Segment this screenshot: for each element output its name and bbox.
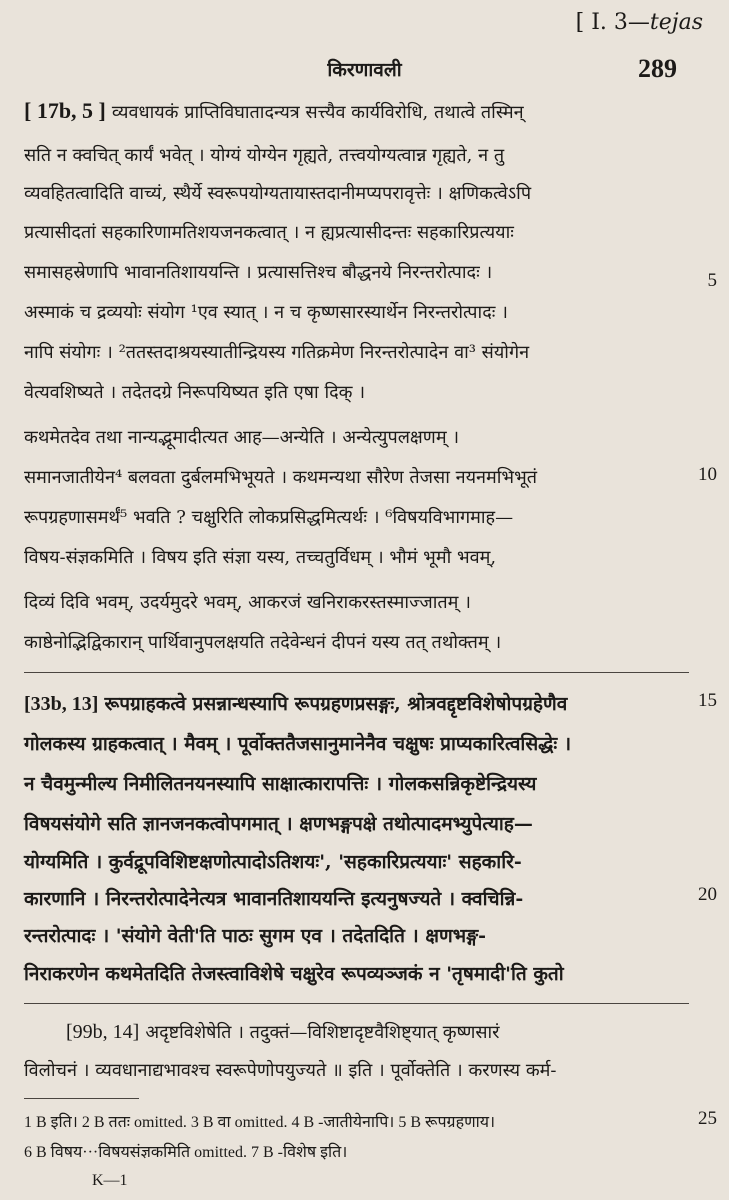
page-number: 289 [638,54,677,83]
footnote-line: 6 B विषय···विषयसंज्ञकमिति omitted. 7 B -विशेष इति। [24,1144,348,1161]
text-line: [99b, 14] अदृष्टविशेषेति । तदुक्तं—विशिष्टादृष्टवैशिष्ट्यात् कृष्णसारं [66,1021,500,1043]
line-number: 20 [698,884,717,905]
text-line: दिव्यं दिवि भवम्, उदर्यमुदरे भवम्, आकरजं खनिराकरस्तस्माज्जातम् । [24,592,471,613]
text-line: विलोचनं । व्यवधानाद्यभावश्च स्वरूपेणोपयुज्यते ॥ इति । पूर्वोक्तेति । करणस्य कर्म- [24,1060,557,1081]
section-divider [24,672,689,673]
text-line: वेत्यवशिष्यते । तदेतदग्रे निरूपयिष्यत इति एषा दिक् । [24,382,366,403]
signature-mark: K—1 [92,1172,128,1189]
text-line: न चैवमुन्मील्य निमीलितनयनस्यापि साक्षात्कारापत्तिः । गोलकसन्निकृष्टेन्द्रियस्य [24,773,537,795]
line-number: 5 [707,270,717,291]
footnote-rule [24,1098,139,1099]
text-line: [ 17b, 5 ] व्यवधायकं प्राप्तिविघातादन्यत्र सत्त्यैव कार्यविरोधि, तथात्वे तस्मिन् [24,98,524,123]
text-line: रन्तरोत्पादः । 'संयोगे वेती'ति पाठः सुगम एव । तदेतदिति । क्षणभङ्ग- [24,925,486,947]
line-number: 15 [698,690,717,711]
manuscript-reference: [33b, 13] [24,693,99,715]
text-line: प्रत्यासीदतां सहकारिणामतिशयजनकत्वात् । न ह्यप्रत्यासीदन्तः सहकारिप्रत्ययाः [24,222,514,243]
text-line: समासहस्रेणापि भावानतिशाययन्ति । प्रत्यासत्तिश्च बौद्धनये निरन्तरोत्पादः । [24,262,493,283]
text-line: सति न क्वचित् कार्यं भवेत् । योग्यं योग्येन गृह्यते, तत्त्वयोग्यत्वान्न गृह्यते, न तु [24,145,505,166]
manuscript-reference: [ 17b, 5 ] [24,98,106,123]
text-line: विषय-संज्ञकमिति । विषय इति संज्ञा यस्य, तच्चतुर्विधम् । भौमं भूमौ भवम्, [24,547,497,568]
line-number: 10 [698,464,717,485]
text-line: व्यवहितत्वादिति वाच्यं, स्थैर्ये स्वरूपयोग्यतायास्तदानीमप्यपरावृत्तेः । क्षणिकत्वेऽपि [24,183,532,204]
text-line: [33b, 13] रूपग्राहकत्वे प्रसन्नान्धस्यापि रूपग्रहणप्रसङ्गः, श्रोत्रवद्दृष्टविशेषोपग्रहेणैव [24,693,568,715]
text-line: समानजातीयेन⁴ बलवता दुर्बलमभिभूयते । कथमन्यथा सौरेण तेजसा नयनमभिभूतं [24,467,537,488]
text-line: योग्यमिति । कुर्वद्रूपविशिष्टक्षणोत्पादोऽतिशयः', 'सहकारिप्रत्ययाः' सहकारि- [24,851,522,873]
manuscript-reference: [99b, 14] [66,1021,140,1043]
text-line: विषयसंयोगे सति ज्ञानजनकत्वोपगमात् । क्षणभङ्गपक्षे तथोत्पादमभ्युपेत्याह— [24,813,533,835]
text-line: गोलकस्य ग्राहकत्वात् । मैवम् । पूर्वोक्ततैजसानुमानेनैव चक्षुषः प्राप्यकारित्वसिद्धेः । [24,733,572,755]
running-header [0,10,729,83]
section-divider [24,1003,689,1004]
text-line: निराकरणेन कथमेतदिति तेजस्त्वाविशेषे चक्षुरेव रूपव्यञ्जकं न 'तृषमादी'ति कुतो [24,963,564,985]
line-number: 25 [698,1108,717,1129]
text-line: नापि संयोगः । ²ततस्तदाश्रयस्यातीन्द्रियस्य गतिक्रमेण निरन्तरोत्पादेन वा³ संयोगेन [24,342,530,363]
text-line: अस्माकं च द्रव्ययोः संयोग ¹एव स्यात् । न च कृष्णसारस्यार्थेन निरन्तरोत्पादः । [24,302,508,323]
text-line: काष्ठेनोद्भिद्विकारान् पार्थिवानुपलक्षयति तदेवेन्धनं दीपनं यस्य तत् तथोक्तम् । [24,632,502,653]
text-line: कथमेतदेव तथा नान्यद्भूमादीत्यत आह—अन्येति । अन्येत्युपलक्षणम् । [24,427,460,448]
text-line: कारणानि । निरन्तरोत्पादेनेत्यत्र भावानतिशाययन्ति इत्यनुषज्यते । क्वचिन्नि- [24,888,524,910]
footnote-line: 1 B इति। 2 B ततः omitted. 3 B वा omitted. 4 B -जातीयेनापि। 5 B रूपग्रहणाय। [24,1114,496,1131]
page-title: किरणावली [327,59,402,81]
text-line: रूपग्रहणासमर्थं⁵ भवति ? चक्षुरिति लोकप्रसिद्धमित्यर्थः । ⁶विषयविभागमाह— [24,507,514,528]
section-reference: [ I. 3—tejas [575,10,703,35]
